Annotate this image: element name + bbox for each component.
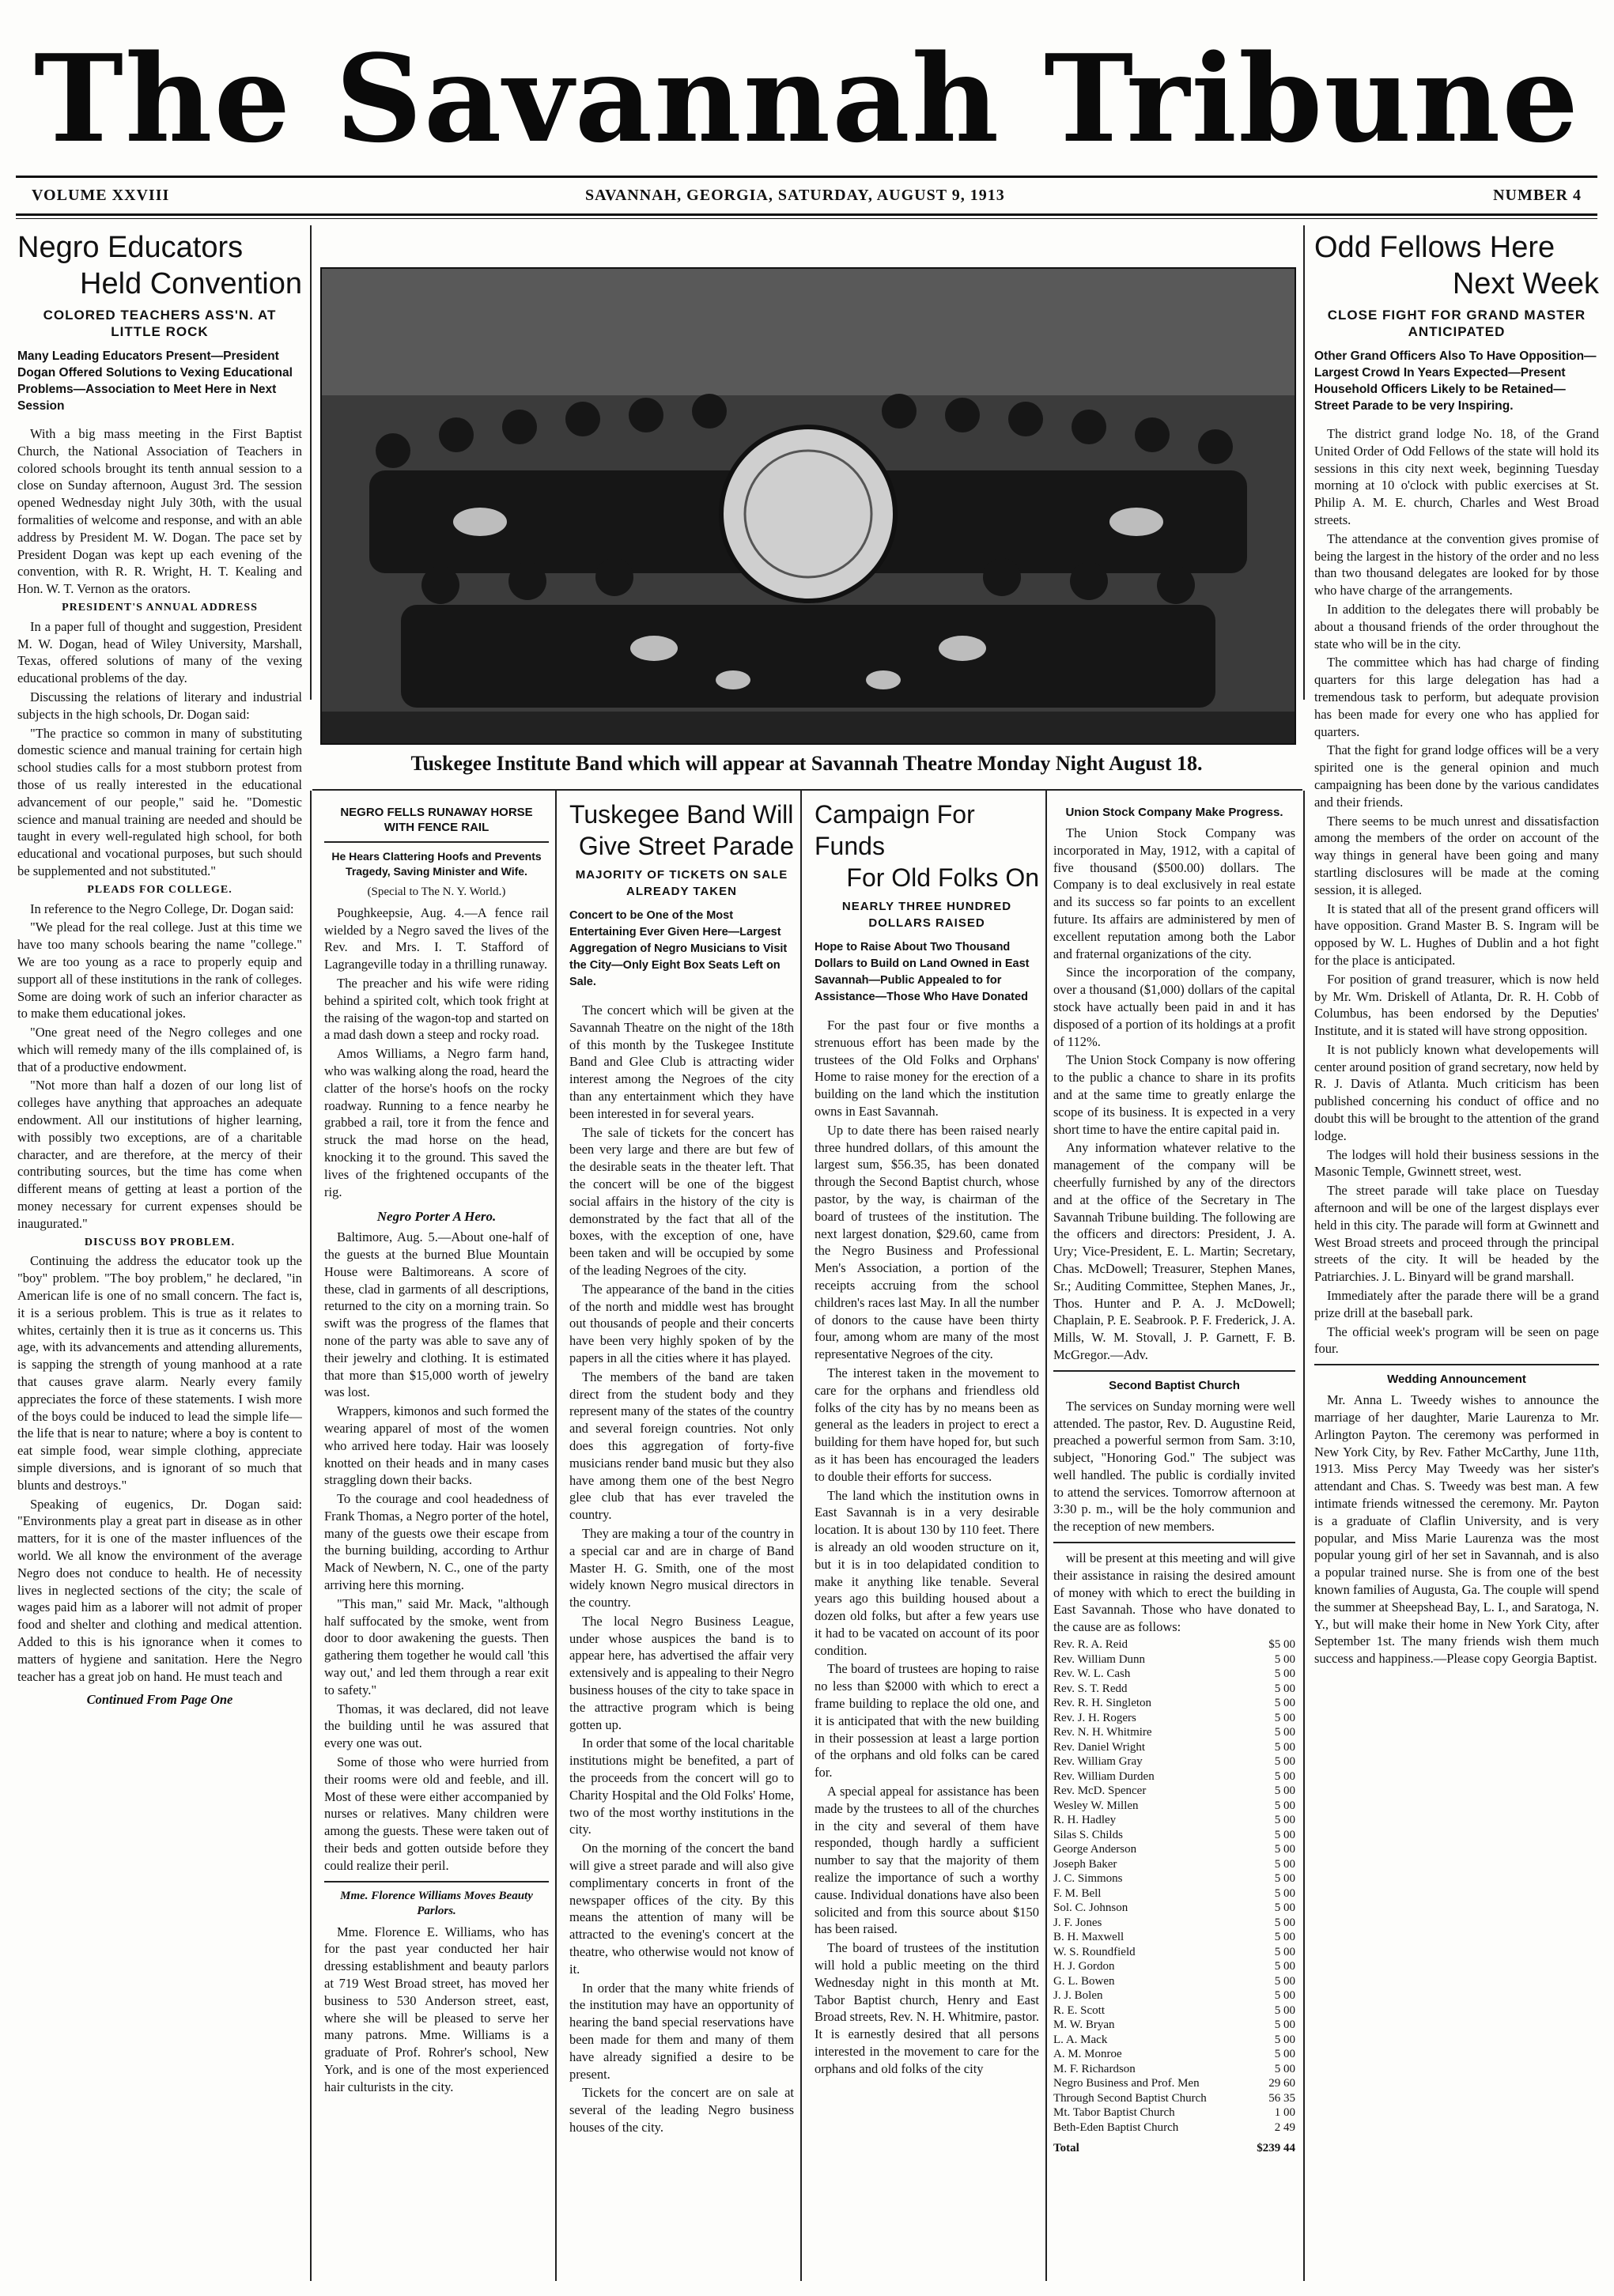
- donor-name: George Anderson: [1053, 1843, 1137, 1856]
- band-photo: [320, 267, 1296, 745]
- donor-row: [1053, 1784, 1295, 1799]
- donor-amount: 5 00: [1274, 2033, 1295, 2046]
- donor-amount: 5 00: [1274, 1989, 1295, 2003]
- donor-amount: $5 00: [1268, 1638, 1295, 1652]
- donor-row: [1053, 1813, 1295, 1828]
- donor-row: [1053, 1725, 1295, 1740]
- article-union-stock: [1053, 799, 1295, 2285]
- donor-amount: 5 00: [1274, 1872, 1295, 1886]
- donor-row: [1053, 2018, 1295, 2033]
- donor-name: Beth-Eden Baptist Church: [1053, 2120, 1179, 2134]
- paragraph: Since the incorporation of the company, over a thousand ($1,000) dollars of the capital stock have actually been paid in and it has disposed of a portion of its holdings at a profit of 112%.: [1053, 965, 1295, 1049]
- donor-name: F. M. Bell: [1053, 1886, 1102, 1900]
- paragraph: "One great need of the Negro colleges and one which will remedy many of the ills complained of, is that of a productive endowment.: [17, 1025, 302, 1074]
- deck-head: Many Leading Educators Present—President Dogan Offered Solutions to Vexing Educational Problems—Association to Meet Here in Next Session: [17, 349, 293, 413]
- paragraph: Mme. Florence E. Williams, who has for the past year conducted her hair dressing establishment and beauty parlors at 719 West Broad street, has moved her business to 530 Anderson street, east, where she will be pleased to serve her many patrons. Mme. Williams is a graduate of Prof. Rohrer's school, New York, and is one of the most experienced hair culturists in the city.: [324, 1924, 549, 2094]
- donor-row: [1053, 2062, 1295, 2077]
- paragraph: There seems to be much unrest and dissatisfaction among the members of the order on account of the way things in general have been going and many startling disclosures will be made at the coming session, it is alleged.: [1314, 813, 1599, 897]
- donor-name: Rev. R. A. Reid: [1053, 1638, 1128, 1652]
- masthead-title: The Savannah Tribune: [33, 28, 1581, 169]
- donor-amount: 5 00: [1274, 1667, 1295, 1681]
- paragraph: To the courage and cool headedness of Frank Thomas, a Negro porter of the hotel, many of the guests owe their escape from the burning building, according to Arthur Mack of Newbern, N. C., one of the party arriving here this morning.: [324, 1491, 549, 1593]
- paragraph: Immediately after the parade there will be a grand prize drill at the baseball park.: [1314, 1288, 1599, 1320]
- donor-row: [1053, 2033, 1295, 2048]
- donor-total-amount: $239 44: [1257, 2142, 1295, 2155]
- paragraph: On the morning of the concert the band will give a street parade and will also give complimentary concerts in front of the newspaper offices of the city. By this means the attention of many will be attracted to the evening's concert at the theatre, who otherwise would not know of it.: [569, 1841, 794, 1977]
- paragraph: The local Negro Business League, under whose auspices the band is to appear here, has advertised the affair very extensively and is appealing to their Negro business houses of the city to take space in the attractive program which is being gotten up.: [569, 1613, 794, 1732]
- donor-table: [1053, 1637, 1295, 2156]
- donor-row: [1053, 1988, 1295, 2003]
- paragraph: In reference to the Negro College, Dr. Dogan said:: [30, 901, 294, 916]
- donor-row: [1053, 1682, 1295, 1697]
- paragraph: The board of trustees are hoping to raise no less than $2000 with which to erect a frame building to replace the old one, and it is anticipated that with the new building in their possession at least a large portion of the orphans and old folks can be cared for.: [815, 1661, 1039, 1781]
- donor-name: Rev. R. H. Singleton: [1053, 1697, 1152, 1710]
- bank-head: CLOSE FIGHT FOR GRAND MASTER ANTICIPATED: [1327, 308, 1586, 339]
- donor-name: Through Second Baptist Church: [1053, 2091, 1207, 2105]
- paragraph: Up to date there has been raised nearly three hundred dollars, of this amount the largest sum, $56.35, has been donated through the Second Baptist church, whose pastor, by the way, is chairman of the board of trustees of the institution. The next largest donation, $29.60, came from the Negro Business and Professional Men's Association, a portion of the receipts accruing from the school children's races last May. In all the number of donors to the cause have been thirty four, among whom are many of the most representative Negroes of the city.: [815, 1122, 1039, 1362]
- donor-amount: 5 00: [1274, 2062, 1295, 2075]
- paragraph: It is stated that all of the present grand officers will have opposition. Grand Master B. S. Ingram will be opposed by W. L. Hughes of Dublin and a hot fight for the place is anticipated.: [1314, 901, 1599, 968]
- column-divider: [310, 791, 312, 2281]
- paragraph: The Union Stock Company is now offering to the public a chance to share in its profits and at the same time to greatly enlarge the scope of its business. It is expected in a very short time to have the entire capital paid in.: [1053, 1052, 1295, 1137]
- donor-name: Mt. Tabor Baptist Church: [1053, 2106, 1175, 2120]
- subhead: Mme. Florence Williams Moves Beauty Parlors.: [340, 1889, 533, 1917]
- paragraph: For position of grand treasurer, which is now held by Mr. Wm. Driskell of Atlanta, Dr. R. H. Cobb of Columbus, has been endorsed by the Deputies' Institute, and it is stated will have strong opposition.: [1314, 971, 1599, 1039]
- donor-name: J. F. Jones: [1053, 1916, 1102, 1929]
- donor-row: [1053, 1696, 1295, 1711]
- subhead: DISCUSS BOY PROBLEM.: [84, 1236, 236, 1248]
- paragraph: The committee which has had charge of finding quarters for this large delegation has had a tremendous task to perform, but adequate provision has been made for every one who has applied for quarters.: [1314, 655, 1599, 739]
- paragraph: In order that the many white friends of the institution may have an opportunity of hearing the band special reservations have been made for them and many of them have already signified a desire to be present.: [569, 1980, 794, 2082]
- article-odd-fellows: [1314, 229, 1599, 2285]
- donor-amount: 5 00: [1274, 1916, 1295, 1929]
- subhead: PRESIDENT'S ANNUAL ADDRESS: [62, 601, 258, 614]
- donor-name: A. M. Monroe: [1053, 2048, 1122, 2061]
- donor-name: Silas S. Childs: [1053, 1828, 1123, 1841]
- donor-row: [1053, 2076, 1295, 2091]
- donor-amount: 5 00: [1274, 1769, 1295, 1783]
- donor-amount: 5 00: [1274, 2048, 1295, 2061]
- donor-row: [1053, 2003, 1295, 2018]
- paragraph: The lodges will hold their business sessions in the Masonic Temple, Gwinnett street, west.: [1314, 1146, 1599, 1180]
- donor-name: R. E. Scott: [1053, 2003, 1106, 2017]
- donor-amount: 5 00: [1274, 1740, 1295, 1754]
- paragraph: The concert which will be given at the Savannah Theatre on the night of the 18th of this month by the Tuskegee Institute Band and Glee Club is attracting wider interest among the Negroes of the city than any entertainment which they have been interested in for several years.: [569, 1003, 794, 1121]
- separator: [324, 841, 549, 843]
- subhead: Second Baptist Church: [1109, 1378, 1240, 1392]
- donor-amount: 5 00: [1274, 2003, 1295, 2017]
- paragraph: Thomas, it was declared, did not leave the building until he was assured that every one was out.: [324, 1701, 549, 1751]
- masthead-rule-thin: [16, 218, 1597, 219]
- paragraph: With a big mass meeting in the First Baptist Church, the National Association of Teachers in colored schools brought its tenth annual session to a close on Sunday afternoon, August 3rd. The session opened Wednesday night July 30th, with the usual formalities of welcome and response, and with an able address by President M. W. Dogan. The pace set by President Dogan was kept up each evening of the convention, with R. R. Wright, H. T. Kealing and Hon. W. T. Vernon as the orators.: [17, 426, 302, 597]
- paragraph: Discussing the relations of literary and industrial subjects in the high schools, Dr. Dogan said:: [17, 689, 302, 722]
- donor-row: [1053, 1740, 1295, 1755]
- donor-name: Rev. William Durden: [1053, 1769, 1155, 1783]
- donor-amount: 5 00: [1274, 1652, 1295, 1666]
- headline: Tuskegee Band Will Give Street Parade: [569, 800, 794, 860]
- paragraph: Mr. Anna L. Tweedy wishes to announce the marriage of her daughter, Marie Laurenza to Mr. Arlington Payton. The ceremony was performed in New York City, by Rev. Father McCarthy, June 11th, 1913. Miss Percy May Tweedy was her sister's attendant and Chas. S. Tweedy was best man. A few intimate friends witnessed the ceremony. Mr. Payton is a graduate of Claflin University, and is very popular, and Miss Marie Laurenza was the most popular young girl of her set in Savannah, and is also a popular trained nurse. She is from one of the best known families of Augusta, Ga. The couple will spend the summer at Sheepshead Bay, L. I., and Saratoga, N. Y., but will make their home in New York City, after September 1st. The many friends wish them much success and happiness.—Please copy Georgia Baptist.: [1314, 1392, 1599, 1667]
- donor-amount: 56 35: [1268, 2091, 1295, 2105]
- donor-name: M. W. Bryan: [1053, 2018, 1115, 2032]
- paragraph: In addition to the delegates there will probably be about a thousand friends of the order throughout the state who will be in the city.: [1314, 601, 1599, 651]
- column-divider: [555, 791, 557, 2281]
- paragraph: Any information whatever relative to the management of the company will be cheerfully furnished by any of the directors and at the office of the Secretary in The Savannah Tribune building. The following are the officers and directors: President, J. A. Ury; Vice-President, E. L. Martin; Secretary, Chas. McDowell; Treasurer, Stephen Manes, Sr.; Auditing Committee, Stephen Manes, Jr., Thos. Hunter and P. A. J. McDowell; Chaplain, P. E. Seabrook. P. F. Frederick, J. A. Mills, W. M. Stovall, J. P. Garnett, F. B. McGregor.—Adv.: [1053, 1140, 1295, 1362]
- donor-amount: 29 60: [1268, 2077, 1295, 2090]
- paragraph: The district grand lodge No. 18, of the Grand United Order of Odd Fellows of the state will hold its sessions in this city next week, beginning Tuesday morning at 10 o'clock with public exercises at St. Philip A. M. E. church, Charles and West Broad streets.: [1314, 426, 1599, 527]
- donor-name: L. A. Mack: [1053, 2033, 1108, 2046]
- donor-amount: 5 00: [1274, 1799, 1295, 1812]
- separator: [324, 1881, 549, 1882]
- donor-name: J. J. Bolen: [1053, 1989, 1103, 2003]
- paragraph: Speaking of eugenics, Dr. Dogan said: "Environments play a great part in disease as in other matters, for it is one of the master influences of the world. We all know the environment of the average Negro does not conduce to health. He of necessity lives in neglected sections of the city; the scale of wages paid him as a laborer will not admit of proper food and shelter and clothing and medical attention. Added to this is his ignorance when it comes to matters of hygiene and sanitation. Here the Negro teacher has a great job on hand. He must teach and: [17, 1496, 302, 1684]
- donor-row: [1053, 1711, 1295, 1726]
- donor-amount: 5 00: [1274, 1886, 1295, 1900]
- paragraph: In a paper full of thought and suggestion, President M. W. Dogan, head of Wiley University, Marshall, Texas, offered solutions of many of the vexing educational problems of the day.: [17, 618, 302, 686]
- donor-row: [1053, 1637, 1295, 1652]
- donor-amount: 5 00: [1274, 1931, 1295, 1944]
- paragraph: The sale of tickets for the concert has been very large and there are but few of the desirable seats in the theater left. That the concert will be one of the biggest social affairs in the history of the city is demonstrated by the fact that all of the boxes, with the exception of one, have been taken and will be occupied by some of the leading Negroes of the city.: [569, 1124, 794, 1278]
- article-negro-educators: [17, 229, 302, 2285]
- separator: [1053, 1370, 1295, 1372]
- paragraph: Tickets for the concert are on sale at several of the leading Negro business houses of the city.: [569, 2085, 794, 2135]
- subhead: PLEADS FOR COLLEGE.: [87, 883, 232, 896]
- donor-row: [1053, 1667, 1295, 1682]
- donor-amount: 5 00: [1274, 1857, 1295, 1871]
- paragraph: For the past four or five months a strenuous effort has been made by the trustees of the Old Folks and Orphans' Home to raise money for the erection of a building on the land which the institution owns in East Savannah.: [815, 1018, 1039, 1119]
- donor-total-label: Total: [1053, 2142, 1079, 2155]
- donor-name: Rev. S. T. Redd: [1053, 1682, 1128, 1695]
- donor-name: J. C. Simmons: [1053, 1872, 1123, 1886]
- donor-name: Negro Business and Prof. Men: [1053, 2077, 1200, 2090]
- donor-row: [1053, 2047, 1295, 2062]
- paragraph: "Not more than half a dozen of our long list of colleges have anything that approaches an adequate endowment. All our institutions of higher learning, with possibly two exceptions, are of a charitable character, and are therefore, at the mercy of their contributing sources, but the time has come when different means of getting at least a portion of the money necessary for current expenses should be inaugurated.": [17, 1078, 302, 1231]
- donor-amount: 1 00: [1274, 2106, 1295, 2120]
- donor-amount: 5 00: [1274, 1697, 1295, 1710]
- donor-name: Rev. William Dunn: [1053, 1652, 1146, 1666]
- headline: Campaign For Funds For Old Folks On: [815, 800, 1039, 892]
- dateline: SAVANNAH, GEORGIA, SATURDAY, AUGUST 9, 1913: [585, 187, 1005, 204]
- donor-name: R. H. Hadley: [1053, 1814, 1117, 1827]
- paragraph: Wrappers, kimonos and such formed the wearing apparel of most of the women who arrived here today. Hair was loosely knotted on their heads and in many cases straggling down their backs.: [324, 1403, 549, 1488]
- donor-row: [1053, 1886, 1295, 1901]
- column-divider: [800, 791, 802, 2281]
- deck-head: He Hears Clattering Hoofs and Prevents Tragedy, Saving Minister and Wife.: [331, 850, 542, 878]
- headline: Negro Educators Held Convention: [17, 231, 302, 300]
- donor-row: [1053, 1974, 1295, 1989]
- headline: Union Stock Company Make Progress.: [1065, 806, 1283, 819]
- donor-amount: 5 00: [1274, 1945, 1295, 1958]
- paragraph: The official week's program will be seen on page four.: [1314, 1324, 1599, 1357]
- bank-head: NEARLY THREE HUNDRED DOLLARS RAISED: [841, 900, 1012, 930]
- donor-amount: 5 00: [1274, 1960, 1295, 1973]
- article-old-folks-campaign: [815, 799, 1039, 2285]
- donor-amount: 5 00: [1274, 1814, 1295, 1827]
- headline: Odd Fellows Here Next Week: [1314, 231, 1599, 300]
- paragraph: The land which the institution owns in East Savannah is in a very desirable location. It is about 130 by 110 feet. There is already an old wooden structure on it, but it is in too delapidated condition to make it anything like tenable. Several years ago this building housed about a dozen old folks, but after a few years use it had to be vacated on account of its poor condition.: [815, 1487, 1039, 1658]
- article-runaway-horse: [324, 799, 549, 2285]
- dateline-bar: [32, 180, 1582, 212]
- bank-head: MAJORITY OF TICKETS ON SALE ALREADY TAKEN: [575, 868, 788, 898]
- photo-bottom-rule: [312, 789, 1302, 791]
- donor-amount: 5 00: [1274, 1784, 1295, 1798]
- donor-name: B. H. Maxwell: [1053, 1931, 1125, 1944]
- paragraph: Baltimore, Aug. 5.—About one-half of the guests at the burned Blue Mountain House were Baltimoreans. A score of these, clad in garments of all descriptions, returned to the city on a morning train. So swift was the progress of the flames that none of the party was able to save any of their jewelry and clothing. It is estimated that more than $15,000 worth of jewelry was lost.: [324, 1229, 549, 1400]
- paragraph: They are making a tour of the country in a special car and are in charge of Band Master H. G. Smith, one of the most widely known Negro musical directors in the country.: [569, 1525, 794, 1611]
- donor-row: [1053, 1828, 1295, 1843]
- paragraph: The appearance of the band in the cities of the north and middle west has brought out thousands of people and their concerts have been very highly spoken of by the papers in all the cities where it has played.: [569, 1281, 794, 1365]
- donor-name: H. J. Gordon: [1053, 1960, 1115, 1973]
- deck-head: Concert to be One of the Most Entertaining Ever Given Here—Largest Aggregation of Negro Musicians to Visit the City—Only Eight Box Seats Left on Sale.: [569, 909, 788, 988]
- donor-row: [1053, 1769, 1295, 1784]
- donor-name: Rev. Daniel Wright: [1053, 1740, 1146, 1754]
- separator: [1314, 1364, 1599, 1365]
- issue-number: NUMBER 4: [1493, 187, 1582, 204]
- donor-row: [1053, 1945, 1295, 1960]
- donor-total-row: [1053, 2135, 1295, 2156]
- paragraph: Amos Williams, a Negro farm hand, who was walking along the road, heard the clatter of the horse's hoofs on the rocky roadway. Running to a fence nearby he grabbed a rail, tore it from the fence and struck the mad horse on the head, knocking it to the ground. This saved the lives of the frightened occupants of the rig.: [324, 1046, 549, 1199]
- donor-amount: 5 00: [1274, 1726, 1295, 1739]
- donor-name: Rev. N. H. Whitmire: [1053, 1726, 1152, 1739]
- paragraph: That the fight for grand lodge offices will be a very spirited one is the general opinion and much campaigning has been done by the various candidates and their friends.: [1314, 742, 1599, 810]
- subhead: Negro Porter A Hero.: [376, 1209, 497, 1225]
- donor-name: Wesley W. Millen: [1053, 1799, 1139, 1812]
- article-tuskegee-band: [569, 799, 794, 2285]
- donor-row: [1053, 1930, 1295, 1945]
- paragraph: The attendance at the convention gives promise of being the largest in the history of the order and no less than two thousand delegates are looked for by those who have charge of the arrangements.: [1314, 531, 1599, 599]
- donor-row: [1053, 1871, 1295, 1886]
- column-divider: [1303, 225, 1305, 700]
- donor-row: [1053, 1799, 1295, 1814]
- donor-row: [1053, 1652, 1295, 1667]
- paragraph: "This man," said Mr. Mack, "although half suffocated by the smoke, went from door to door awakening the guests. Then gathering them together he would call 'this way out,' and led them through a rear exit to safety.": [324, 1595, 549, 1697]
- donor-row: [1053, 1901, 1295, 1916]
- donor-amount: 5 00: [1274, 1711, 1295, 1724]
- masthead-rule-bottom: [16, 213, 1597, 216]
- donor-amount: 5 00: [1274, 1828, 1295, 1841]
- donor-row: [1053, 1916, 1295, 1931]
- bank-head: COLORED TEACHERS ASS'N. AT LITTLE ROCK: [43, 308, 277, 339]
- column-divider: [310, 225, 312, 700]
- paragraph: The Union Stock Company was incorporated in May, 1912, with a capital of five thousand ($500.00) dollars. The Company is to deal exclusively in real estate and its success so far points to an excellent future. Its affairs are administered by men of excellent reputation among both the Labor and fraternal organizations of the city.: [1053, 825, 1295, 961]
- donor-name: W. S. Roundfield: [1053, 1945, 1136, 1958]
- paragraph: Poughkeepsie, Aug. 4.—A fence rail wielded by a Negro saved the lives of the Rev. and Mrs. I. T. Stafford of Lagrangeville today in a thrilling runaway.: [324, 904, 549, 972]
- donor-row: [1053, 2120, 1295, 2136]
- donor-amount: 5 00: [1274, 1843, 1295, 1856]
- paragraph: "The practice so common in many of substituting domestic science and manual training for certain high school studies calls for a most stubborn protest from those of us really interested in the educational advancement of our people," said he. "Domestic science and manual training are needed and should be taught in every well-regulated high school, for both educational and vocational purposes, but such should be supplemented and not substituted.": [17, 725, 302, 878]
- paragraph: The street parade will take place on Tuesday afternoon and will be one of the largest displays ever held in this city. The parade will form at Gwinnett and West Broad streets and proceed through the principal streets of the city. It will be headed by the Patriarchies. J. L. Binyard will be grand marshall.: [1314, 1183, 1599, 1285]
- donor-name: Sol. C. Johnson: [1053, 1901, 1128, 1915]
- donor-row: [1053, 1857, 1295, 1872]
- subhead: Wedding Announcement: [1387, 1373, 1526, 1387]
- band-photo-illustration: [322, 269, 1295, 743]
- paragraph: Some of those who were hurried from their rooms were old and feeble, and ill. Most of these were either accompanied by nurses or relatives. Many children were among the guests. These were taken out of their beds and gotten outside before they could realize their peril.: [324, 1754, 549, 1873]
- donor-amount: 5 00: [1274, 1755, 1295, 1769]
- donor-name: Rev. W. L. Cash: [1053, 1667, 1131, 1681]
- column-divider: [1045, 791, 1047, 2281]
- donor-row: [1053, 2091, 1295, 2106]
- column-divider: [1303, 791, 1305, 2281]
- continued-note: Continued From Page One: [86, 1692, 233, 1708]
- headline: NEGRO FELLS RUNAWAY HORSE WITH FENCE RAIL: [340, 806, 533, 834]
- donor-name: G. L. Bowen: [1053, 1974, 1115, 1988]
- paragraph: A special appeal for assistance has been made by the trustees to all of the churches in the city and several of them have responded, though hardly a sufficient number to say that the majority of them realize the importance of such a worthy cause. Individual donations have also been solicited and from this source about $150 has been raised.: [815, 1784, 1039, 1937]
- paragraph: The members of the band are taken direct from the student body and they represent many of the states of the country and several foreign countries. Not only does this aggregation of forty-five musicians render band music but they also have among them one of the best Negro glee club that has ever traveled the country.: [569, 1369, 794, 1523]
- donor-amount: 2 49: [1274, 2120, 1295, 2134]
- paragraph: In order that some of the local charitable institutions might be benefited, a part of the proceeds from the concert will go to Charity Hospital and the Old Folks' Home, two of the most worthy institutions in the city.: [569, 1735, 794, 1837]
- donor-list: [1053, 1637, 1295, 2135]
- donor-amount: 5 00: [1274, 1682, 1295, 1695]
- separator: [1053, 1542, 1295, 1543]
- paragraph: Continuing the address the educator took up the "boy" problem. "The boy problem," he declared, "in American life is one of no small concern. The fact is, it is a serious problem. This is true as it relates to whites, certainly then it is true as it concerns us. This age, with its advancements and attending allurements, is sapping the strength of young manhood at a rate that causes grave alarm. Nearly every family appreciates the force of these statements. I wish more of the boys could be induced to lead the simple life— the life that is near to nature; where a boy is content to eat simple food, wear simple clothing, appreciate simple diversions, and is ignorant of so much that blunts and destroys.": [17, 1253, 302, 1493]
- donor-amount: 5 00: [1274, 1901, 1295, 1915]
- volume-label: VOLUME XXVIII: [32, 187, 170, 204]
- donor-name: Rev. J. H. Rogers: [1053, 1711, 1136, 1724]
- paragraph: The board of trustees of the institution will hold a public meeting on the third Wednesday night in this month at Mt. Tabor Baptist church, Henry and East Broad streets, Rev. N. H. Whitmire, pastor. It is earnestly desired that all persons interested in the movement to care for the orphans and old folks of the city: [815, 1940, 1039, 2076]
- photo-caption: Tuskegee Institute Band which will appear at Savannah Theatre Monday Night August 18.: [410, 752, 1203, 775]
- donor-amount: 5 00: [1274, 2018, 1295, 2032]
- donor-row: [1053, 1754, 1295, 1769]
- donor-amount: 5 00: [1274, 1974, 1295, 1988]
- paragraph: The interest taken in the movement to care for the orphans and friendless old folks of the city has by no means been as general as the leaders in project to erect a building for them have hoped for, but such as it has been has encouraged the leaders to double their efforts for success.: [815, 1365, 1039, 1484]
- paragraph: The preacher and his wife were riding behind a spirited colt, which took fright at the raising of the wagon-top and started on a mad dash down a steep and rocky road.: [324, 975, 549, 1043]
- donor-name: Joseph Baker: [1053, 1857, 1117, 1871]
- donor-row: [1053, 2105, 1295, 2120]
- paragraph: "We plead for the real college. Just at this time we have too many schools bearing the name "college." We are too young as a race to properly equip and support all of these institutions in the rank of colleges. Some are doing work of such an inferior character as to make them educational jokes.: [17, 920, 302, 1021]
- paragraph: will be present at this meeting and will give their assistance in raising the desired amount of money with which to erect the building in East Savannah. Those who have donated to the cause are as follows:: [1053, 1550, 1295, 1635]
- donor-row: [1053, 1959, 1295, 1974]
- masthead-rule-top: [16, 176, 1597, 178]
- deck-head: Other Grand Officers Also To Have Opposition—Largest Crowd In Years Expected—Present Household Officers Likely to be Retained—Street Parade to be very Inspiring.: [1314, 349, 1597, 413]
- dateline-note: (Special to The N. Y. World.): [367, 886, 506, 898]
- donor-name: Rev. McD. Spencer: [1053, 1784, 1147, 1798]
- donor-name: M. F. Richardson: [1053, 2062, 1136, 2075]
- donor-name: Rev. William Gray: [1053, 1755, 1143, 1769]
- donor-row: [1053, 1842, 1295, 1857]
- deck-head: Hope to Raise About Two Thousand Dollars to Build on Land Owned in East Savannah—Public Appealed to for Assistance—Those Who Have Donated: [815, 941, 1030, 1003]
- paragraph: The services on Sunday morning were well attended. The pastor, Rev. D. Augustine Reid, preached a powerful sermon from Sam. 3:10, subject, "Honoring God." The subject was well handled. The public is cordially invited to attend the services. Tomorrow afternoon at 3:30 p. m., will be the holy communion and the reception of new members.: [1053, 1398, 1295, 1535]
- paragraph: It is not publicly known what developements will center around position of grand secretary, now held by R. J. Davis of Atlanta. Much criticism has been published concerning his conduct of office and no doubt this will be brought to the attention of the grand lodge.: [1314, 1041, 1599, 1143]
